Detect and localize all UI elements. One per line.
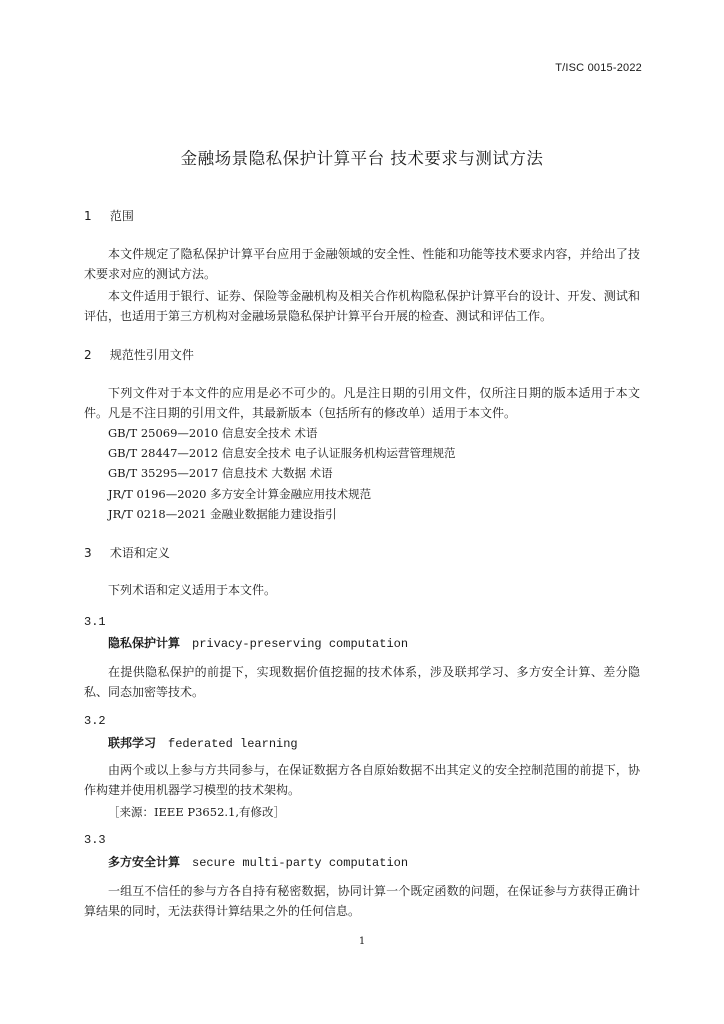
term-chinese: 联邦学习 [108, 736, 157, 750]
terms-intro-paragraph: 下列术语和定义适用于本文件。 [108, 583, 277, 597]
reference-item: JR/T 0196—2020 多方安全计算金融应用技术规范 [108, 487, 372, 501]
section-number: 1 [84, 209, 92, 223]
term-english: federated learning [168, 737, 298, 751]
section-heading-normative-references [84, 346, 194, 363]
reference-item: JR/T 0218—2021 金融业数据能力建设指引 [108, 507, 337, 521]
term-english: secure multi-party computation [192, 856, 409, 870]
standard-code: T/ISC 0015-2022 [555, 62, 642, 74]
term-heading [108, 734, 298, 751]
term-chinese: 多方安全计算 [108, 855, 181, 869]
term-definition: 由两个或以上参与方共同参与，在保证数据方各自原始数据不出其定义的安全控制范围的前提下，协作构建并使用机器学习模型的技术架构。 [84, 763, 640, 797]
term-number: 3.2 [84, 714, 106, 728]
term-heading [108, 853, 408, 870]
term-definition: 一组互不信任的参与方各自持有秘密数据，协同计算一个既定函数的问题，在保证参与方获得正确计算结果的同时，无法获得计算结果之外的任何信息。 [84, 884, 640, 918]
term-chinese: 隐私保护计算 [108, 636, 181, 650]
term-definition: 在提供隐私保护的前提下，实现数据价值挖掘的技术体系，涉及联邦学习、多方安全计算、差分隐私、同态加密等技术。 [84, 665, 640, 699]
term-heading [108, 634, 408, 651]
section-title: 规范性引用文件 [109, 348, 194, 362]
term-number: 3.3 [84, 833, 106, 847]
section-heading-scope [84, 207, 134, 224]
scope-paragraph-1: 本文件规定了隐私保护计算平台应用于金融领域的安全性、性能和功能等技术要求内容，并给出了技术要求对应的测试方法。 [84, 247, 640, 281]
term-source: ［来源：IEEE P3652.1,有修改］ [108, 805, 286, 819]
reference-item: GB/T 35295—2017 信息技术 大数据 术语 [108, 466, 333, 480]
section-heading-terms-definitions [84, 544, 170, 561]
references-intro-paragraph: 下列文件对于本文件的应用是必不可少的。凡是注日期的引用文件，仅所注日期的版本适用于本文件。凡是不注日期的引用文件，其最新版本（包括所有的修改单）适用于本文件。 [84, 386, 640, 420]
term-number: 3.1 [84, 615, 106, 629]
scope-paragraph-2: 本文件适用于银行、证券、保险等金融机构及相关合作机构隐私保护计算平台的设计、开发、测试和评估，也适用于第三方机构对金融场景隐私保护计算平台开展的检查、测试和评估工作。 [84, 289, 640, 323]
section-title: 范围 [109, 209, 134, 223]
page-number: 1 [358, 936, 366, 947]
section-title: 术语和定义 [109, 546, 170, 560]
section-number: 2 [84, 348, 92, 362]
reference-item: GB/T 28447—2012 信息安全技术 电子认证服务机构运营管理规范 [108, 446, 456, 460]
document-title: 金融场景隐私保护计算平台 技术要求与测试方法 [180, 149, 544, 168]
section-number: 3 [84, 546, 92, 560]
term-english: privacy-preserving computation [192, 637, 409, 651]
reference-item: GB/T 25069—2010 信息安全技术 术语 [108, 426, 318, 440]
